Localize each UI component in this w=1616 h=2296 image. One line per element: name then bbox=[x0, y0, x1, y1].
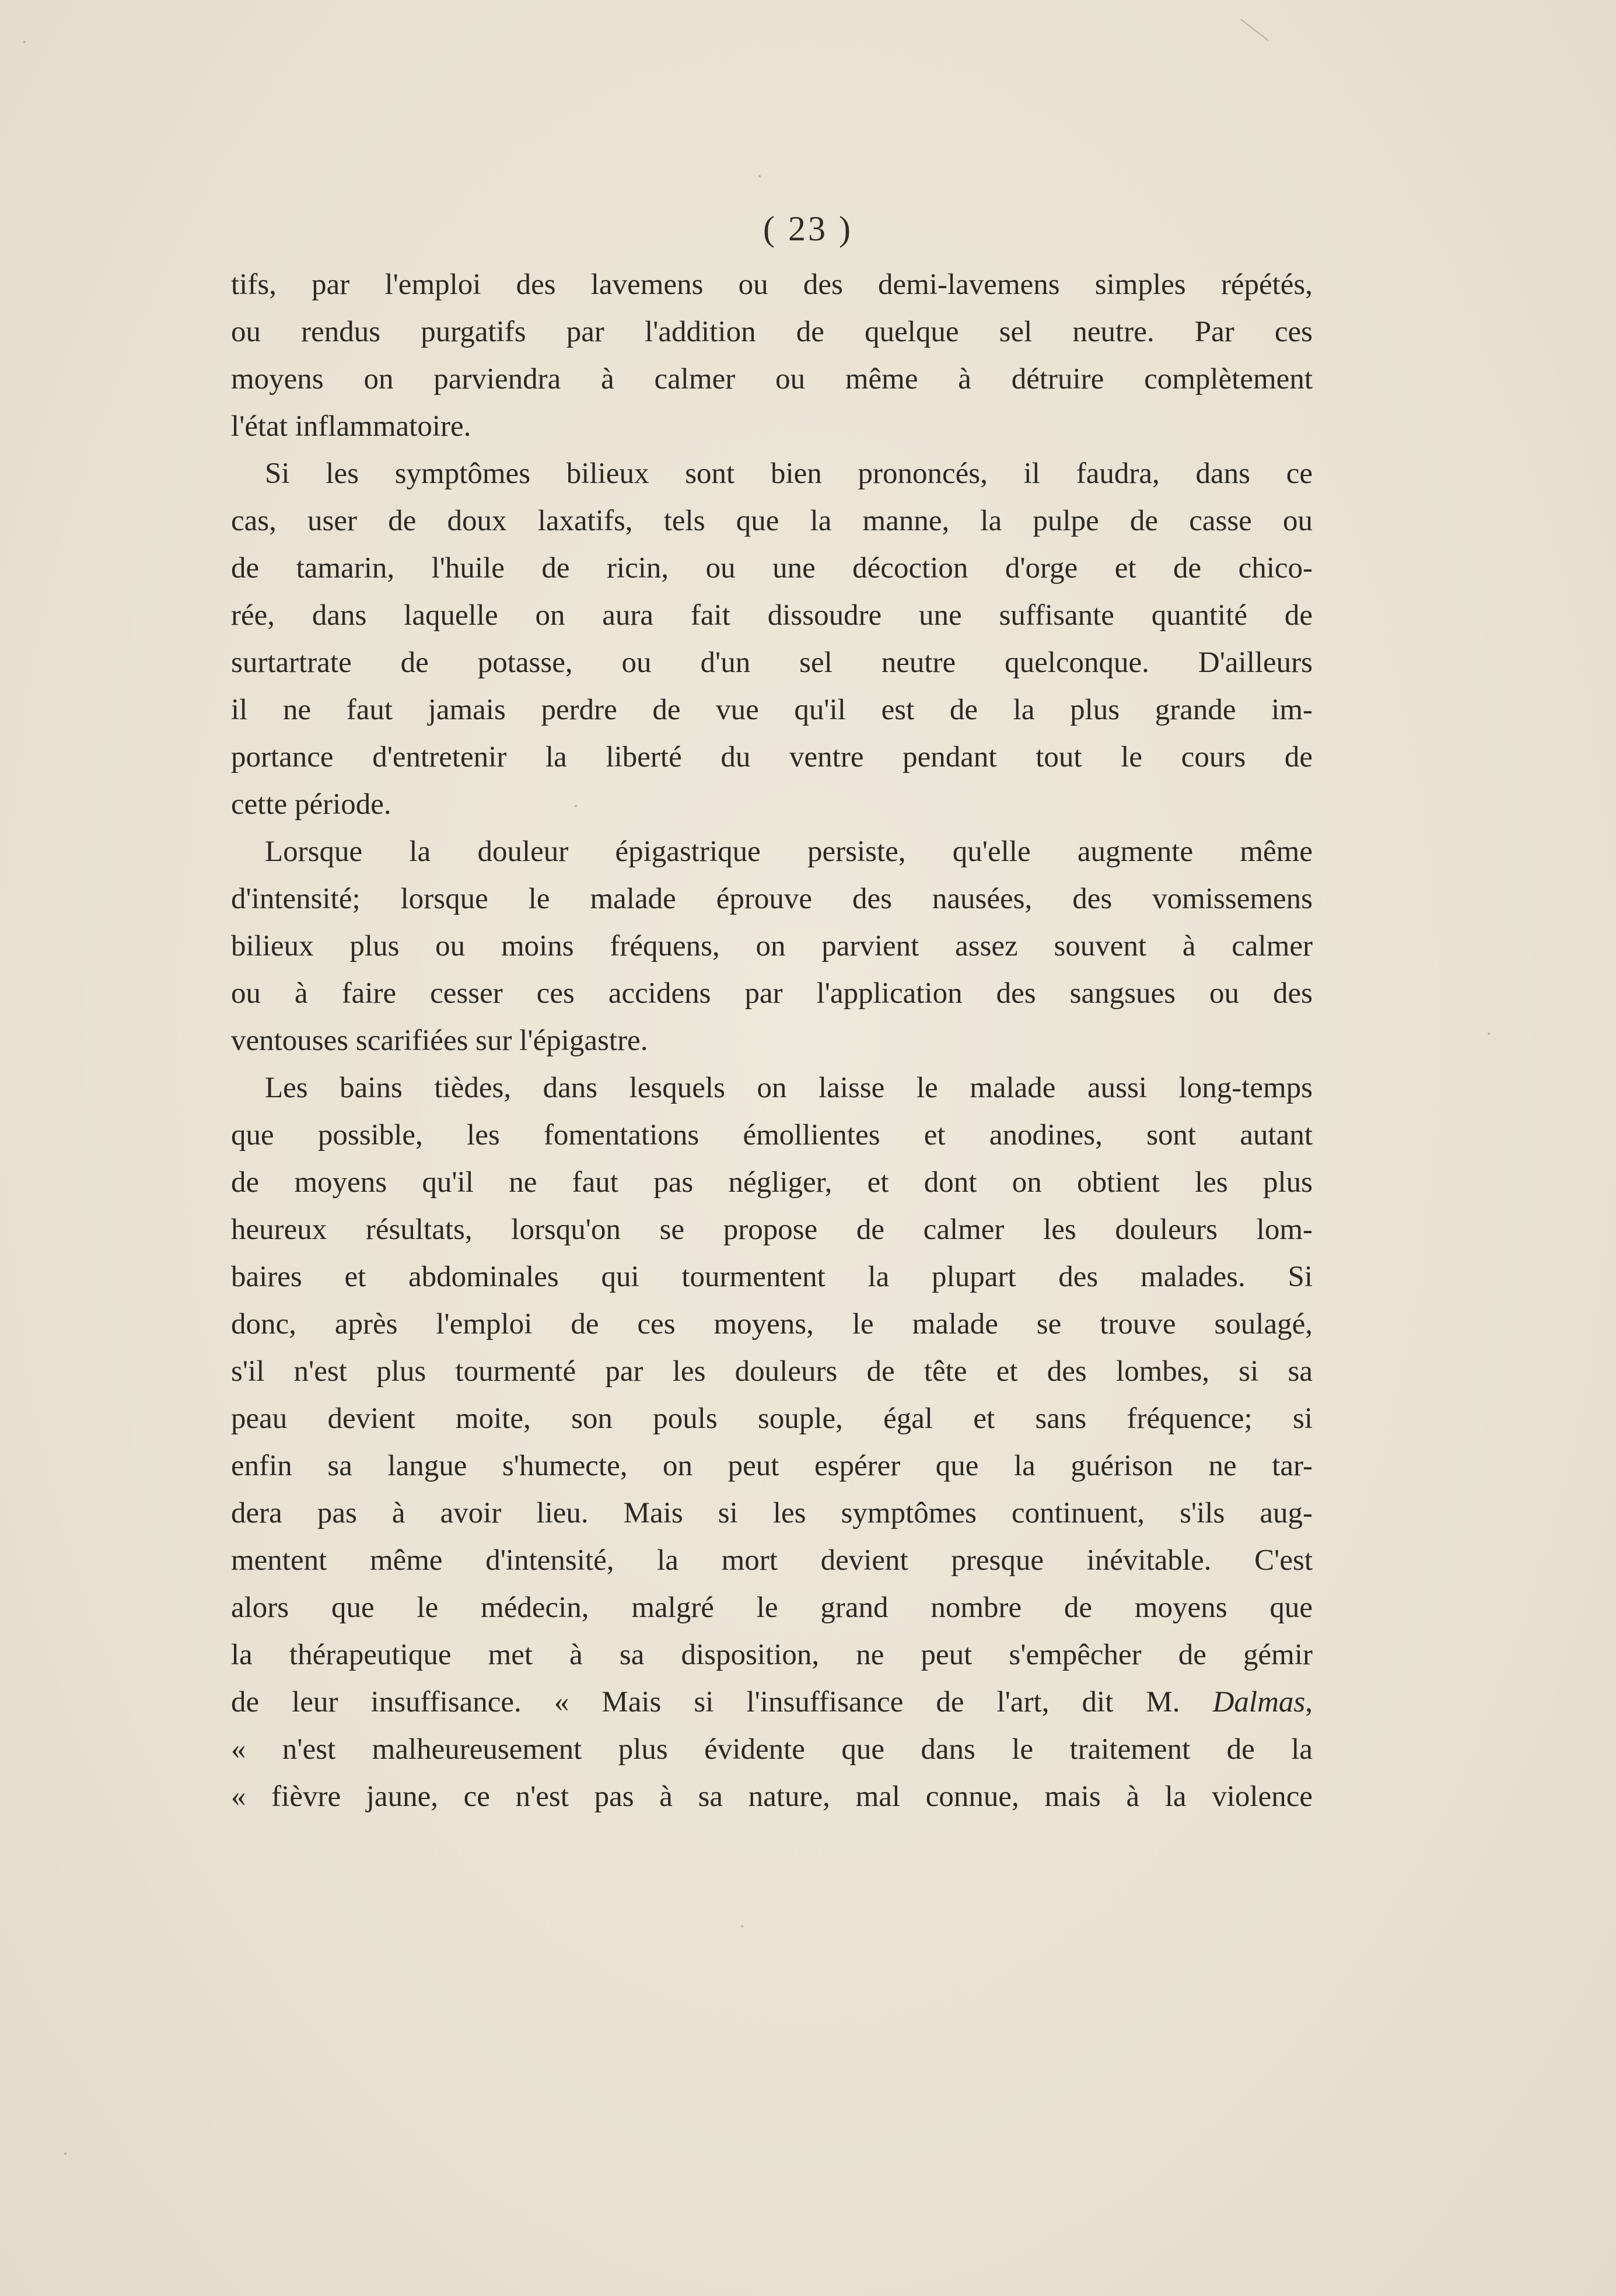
paper-speck bbox=[1488, 1032, 1490, 1035]
text-fragment: , bbox=[1305, 1686, 1313, 1718]
text-line: surtartrate de potasse, ou d'un sel neutre quelconque. D'ailleurs bbox=[231, 646, 1313, 679]
author-name: Dalmas bbox=[1212, 1686, 1306, 1718]
text-line: enfin sa langue s'humecte, on peut espérer que la guérison ne tar- bbox=[231, 1450, 1313, 1482]
text-line: ou à faire cesser ces accidens par l'application des sangsues ou des bbox=[231, 977, 1313, 1010]
text-line: Lorsque la douleur épigastrique persiste, qu'elle augmente même bbox=[265, 835, 1313, 868]
text-line: mentent même d'intensité, la mort devient presque inévitable. C'est bbox=[231, 1544, 1313, 1577]
paragraph-2 bbox=[231, 450, 1313, 828]
quote-line: « fièvre jaune, ce n'est pas à sa nature, mal connue, mais à la violence bbox=[231, 1780, 1313, 1813]
paper-speck bbox=[23, 41, 26, 43]
text-line: peau devient moite, son pouls souple, égal et sans fréquence; si bbox=[231, 1402, 1313, 1435]
text-line: alors que le médecin, malgré le grand nombre de moyens que bbox=[231, 1591, 1313, 1624]
text-line: moyens on parviendra à calmer ou même à détruire complètement bbox=[231, 363, 1313, 396]
paragraph-1 bbox=[231, 261, 1313, 450]
text-line: il ne faut jamais perdre de vue qu'il est de la plus grande im- bbox=[231, 694, 1313, 726]
text-line: cette période. bbox=[231, 788, 391, 821]
body-text bbox=[231, 261, 1313, 1821]
text-line: ou rendus purgatifs par l'addition de quelque sel neutre. Par ces bbox=[231, 316, 1313, 348]
text-line: Les bains tièdes, dans lesquels on laisse le malade aussi long-temps bbox=[265, 1072, 1313, 1104]
text-line: d'intensité; lorsque le malade éprouve des nausées, des vomissemens bbox=[231, 883, 1313, 915]
scan-mark bbox=[1240, 19, 1269, 41]
text-line: ventouses scarifiées sur l'épigastre. bbox=[231, 1024, 648, 1057]
text-line: portance d'entretenir la liberté du ventre pendant tout le cours de bbox=[231, 741, 1313, 774]
text-line: dera pas à avoir lieu. Mais si les symptômes continuent, s'ils aug- bbox=[231, 1497, 1313, 1530]
text-line: s'il n'est plus tourmenté par les douleurs de tête et des lombes, si sa bbox=[231, 1355, 1313, 1388]
page-number: ( 23 ) bbox=[763, 209, 853, 248]
text-line: l'état inflammatoire. bbox=[231, 410, 471, 443]
text-line: heureux résultats, lorsqu'on se propose de calmer les douleurs lom- bbox=[231, 1213, 1313, 1246]
text-line: bilieux plus ou moins fréquens, on parvient assez souvent à calmer bbox=[231, 930, 1313, 963]
paper-speck bbox=[64, 2152, 67, 2155]
paper-speck bbox=[741, 1925, 743, 1927]
text-line: que possible, les fomentations émollientes et anodines, sont autant bbox=[231, 1119, 1313, 1152]
text-line: tifs, par l'emploi des lavemens ou des demi-lavemens simples répétés, bbox=[231, 268, 1313, 301]
text-line: donc, après l'emploi de ces moyens, le malade se trouve soulagé, bbox=[231, 1308, 1313, 1340]
text-line: de tamarin, l'huile de ricin, ou une décoction d'orge et de chico- bbox=[231, 552, 1313, 584]
text-line bbox=[231, 1679, 1313, 1726]
text-line: rée, dans laquelle on aura fait dissoudre une suffisante quantité de bbox=[231, 599, 1313, 632]
text-fragment: de leur insuffisance. « Mais si l'insuffisance de l'art, dit M. bbox=[231, 1686, 1213, 1718]
text-line: baires et abdominales qui tourmentent la plupart des malades. Si bbox=[231, 1261, 1313, 1293]
text-line: de moyens qu'il ne faut pas négliger, et dont on obtient les plus bbox=[231, 1166, 1313, 1199]
paragraph-4 bbox=[231, 1065, 1313, 1821]
paper-speck bbox=[758, 175, 761, 177]
text-line: cas, user de doux laxatifs, tels que la manne, la pulpe de casse ou bbox=[231, 505, 1313, 537]
text-line: Si les symptômes bilieux sont bien prononcés, il faudra, dans ce bbox=[265, 457, 1313, 490]
paragraph-3 bbox=[231, 828, 1313, 1065]
text-line: la thérapeutique met à sa disposition, ne peut s'empêcher de gémir bbox=[231, 1639, 1313, 1671]
quote-line: « n'est malheureusement plus évidente que dans le traitement de la bbox=[231, 1733, 1313, 1766]
